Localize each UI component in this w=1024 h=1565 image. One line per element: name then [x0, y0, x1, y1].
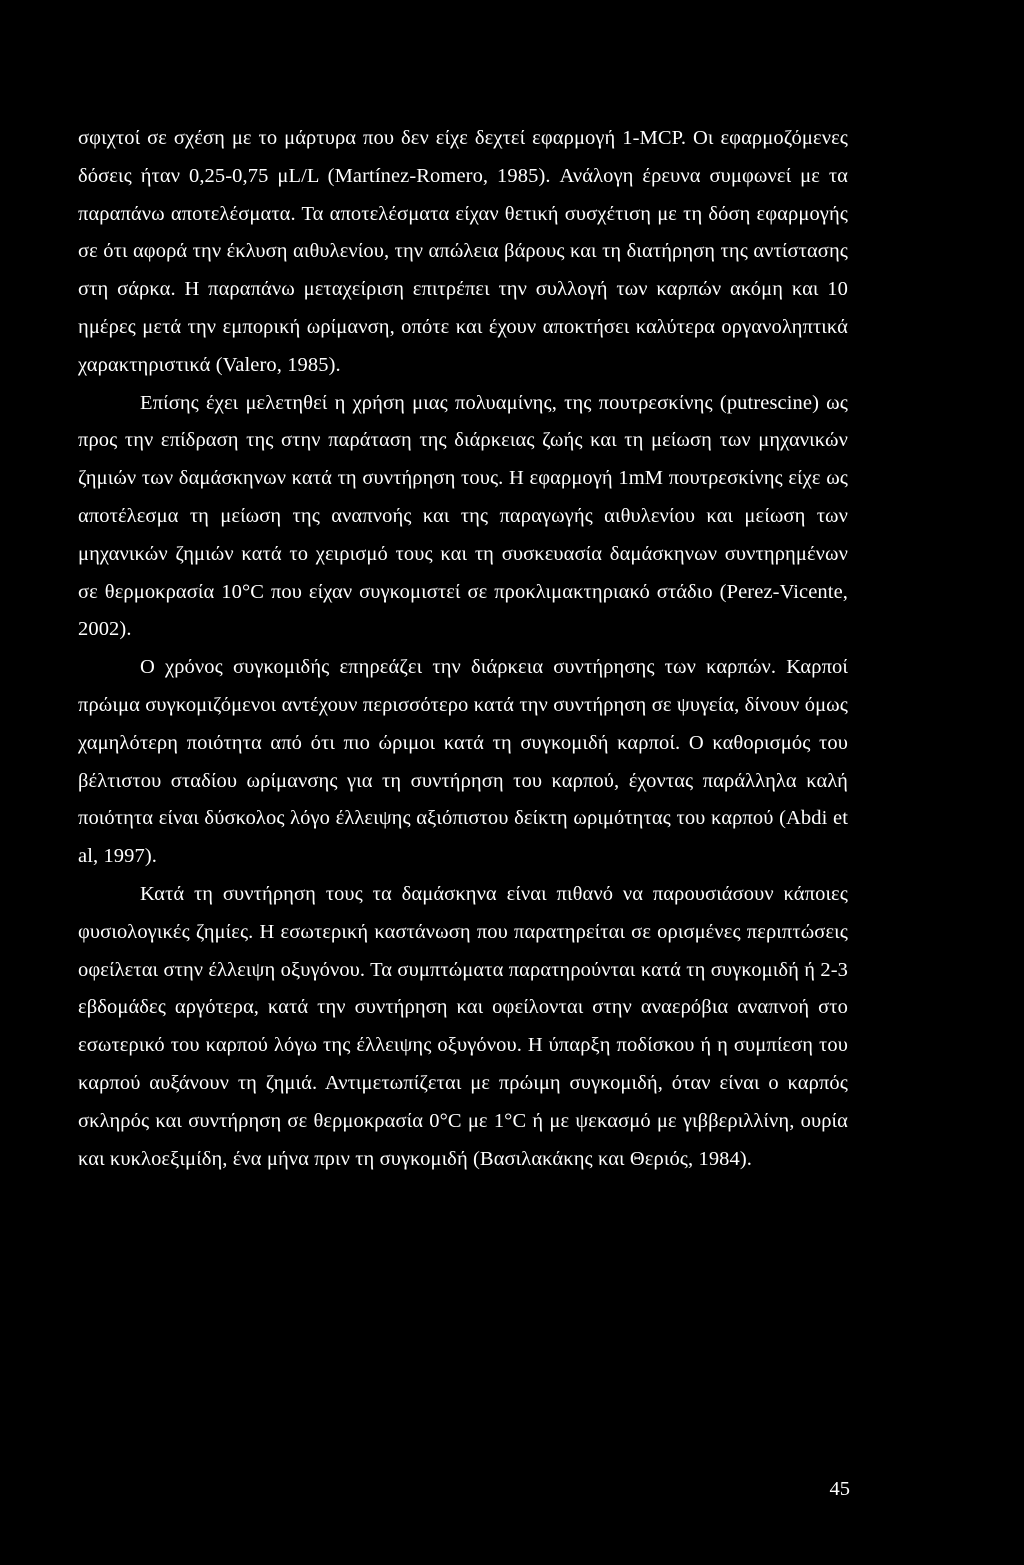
paragraph-1: σφιχτοί σε σχέση με το μάρτυρα που δεν είχε δεχτεί εφαρμογή 1-MCP. Οι εφαρμοζόμενες δόσεις ήταν 0,25-0,75 μL/L (Martínez-Romero, 1985). Ανάλογη έρευνα συμφωνεί με τα παραπάνω αποτελέσματα. Τα αποτελέσματα είχαν θετική συσχέτιση με τη δόση εφαρμογής σε ότι αφορά την έκλυση αιθυλενίου, την απώλεια βάρους και τη διατήρηση της αντίστασης στη σάρκα. Η παραπάνω μεταχείριση επιτρέπει την συλλογή των καρπών ακόμη και 10 ημέρες μετά την εμπορική ωρίμανση, οπότε και έχουν αποκτήσει καλύτερα οργανοληπτικά χαρακτηριστικά (Valero, 1985).	[78, 127, 848, 376]
paragraph-3: Ο χρόνος συγκομιδής επηρεάζει την διάρκεια συντήρησης των καρπών. Καρποί πρώιμα συγκομιζόμενοι αντέχουν περισσότερο κατά την συντήρηση σε ψυγεία, δίνουν όμως χαμηλότερη ποιότητα από ότι πιο ώριμοι κατά τη συγκομιδή καρποί. Ο καθορισμός του βέλτιστου σταδίου ωρίμανσης για τη συντήρηση του καρπού, έχοντας παράλληλα καλή ποιότητα είναι δύσκολος λόγο έλλειψης αξιόπιστου δείκτη ωριμότητας του καρπού (Abdi et al, 1997).	[78, 656, 848, 868]
paragraph-4: Κατά τη συντήρηση τους τα δαμάσκηνα είναι πιθανό να παρουσιάσουν κάποιες φυσιολογικές ζημίες. Η εσωτερική καστάνωση που παρατηρείται σε ορισμένες περιπτώσεις οφείλεται στην έλλειψη οξυγόνου. Τα συμπτώματα παρατηρούνται κατά τη συγκομιδή ή 2-3 εβδομάδες αργότερα, κατά την συντήρηση και οφείλονται στην αναερόβια αναπνοή στο εσωτερικό του καρπού λόγω της έλλειψης οξυγόνου. Η ύπαρξη ποδίσκου ή η συμπίεση του καρπού αυξάνουν τη ζημιά. Αντιμετωπίζεται με πρώιμη συγκομιδή, όταν είναι ο καρπός σκληρός και συντήρηση σε θερμοκρασία 0°C με 1°C ή με ψεκασμό με γιββεριλλίνη, ουρία και κυκλοεξιμίδη, ένα μήνα πριν τη συγκομιδή (Βασιλακάκης και Θεριός, 1984).	[78, 882, 848, 1170]
paragraph-2: Επίσης έχει μελετηθεί η χρήση μιας πολυαμίνης, της πουτρεσκίνης (putrescine) ως προς την επίδραση της στην παράταση της διάρκειας ζωής και τη μείωση των μηχανικών ζημιών των δαμάσκηνων κατά τη συντήρηση τους. Η εφαρμογή 1mM πουτρεσκίνης είχε ως αποτέλεσμα τη μείωση της αναπνοής και της παραγωγής αιθυλενίου και μείωση των μηχανικών ζημιών κατά το χειρισμό τους και τη συσκευασία δαμάσκηνων συντηρημένων σε θερμοκρασία 10°C που είχαν συγκομιστεί σε προκλιμακτηριακό στάδιο (Perez-Vicente, 2002).	[78, 391, 848, 641]
text-body	[78, 120, 848, 1178]
page-number: 45	[829, 1478, 850, 1500]
